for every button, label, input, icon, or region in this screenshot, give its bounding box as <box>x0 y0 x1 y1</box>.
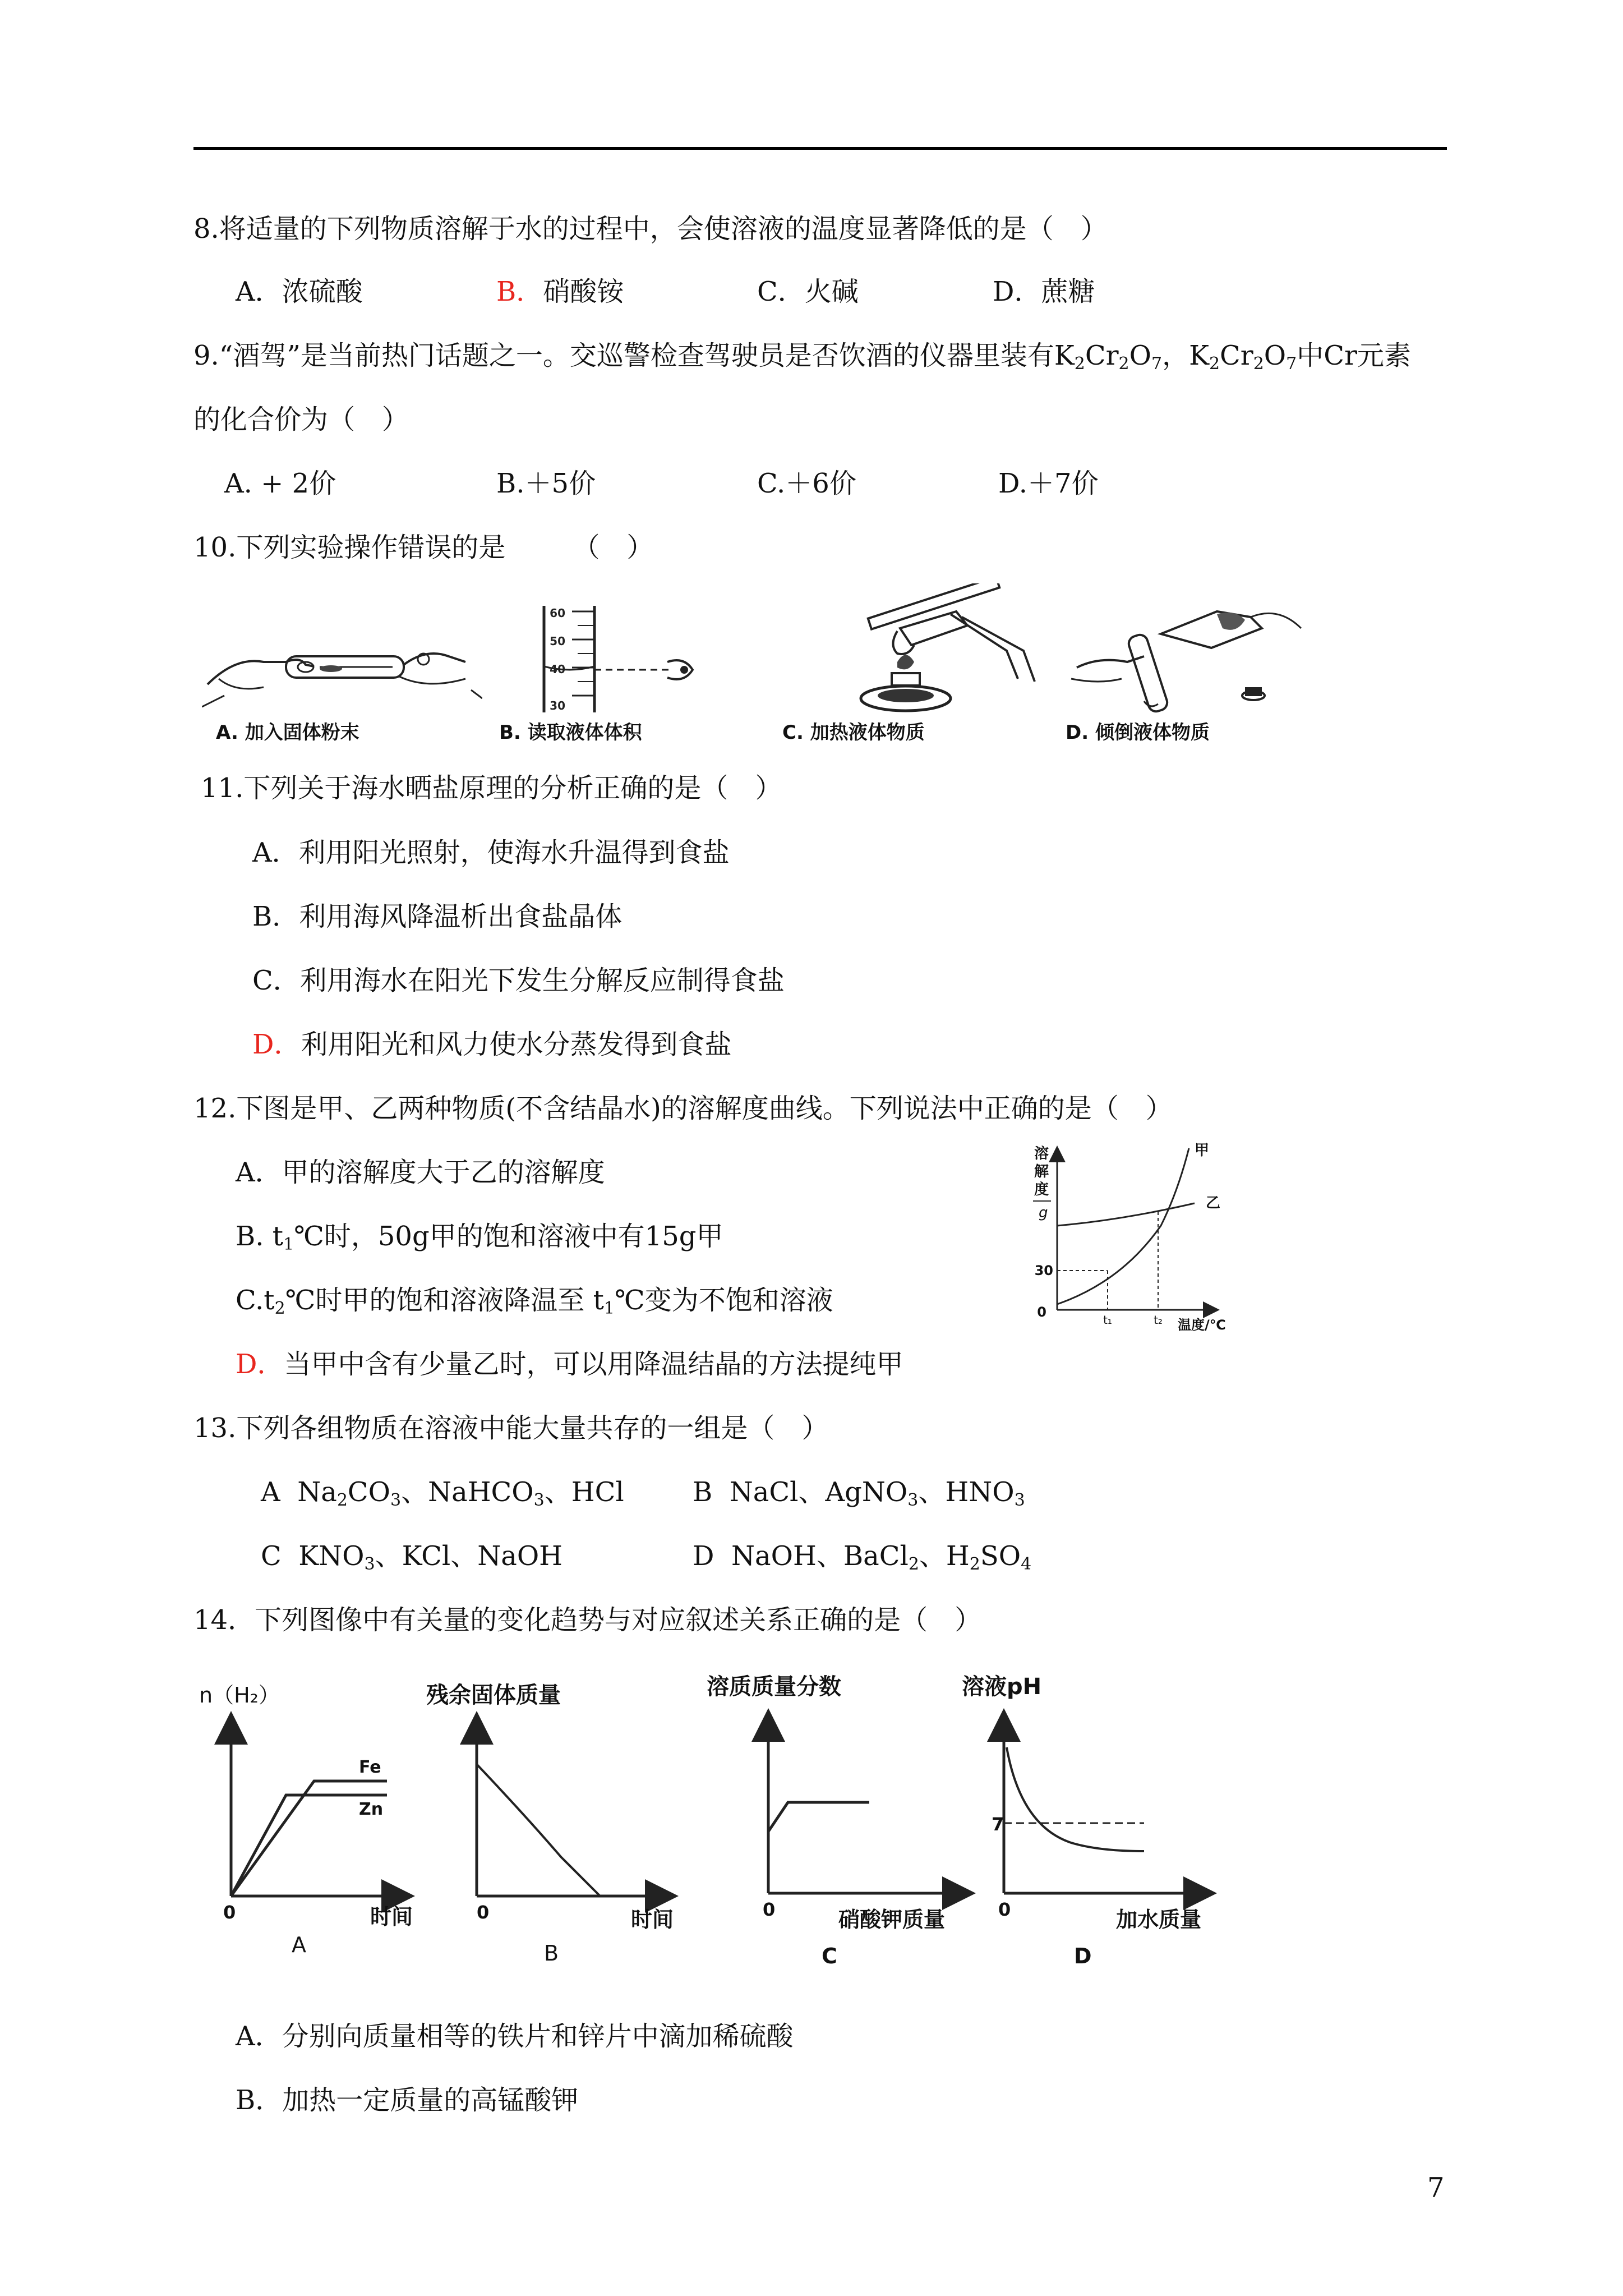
x-mark: t₁ <box>1103 1313 1112 1327</box>
q13-stem: 13.下列各组物质在溶液中能大量共存的一组是（ ） <box>193 1412 829 1444</box>
q11-stem: 11.下列关于海水晒盐原理的分析正确的是（ ） <box>201 772 782 804</box>
q8-option-c <box>757 275 859 309</box>
y-label-char: 溶 <box>1034 1145 1049 1162</box>
q11-option-d: D．利用阳光和风力使水分蒸发得到食盐 <box>252 1029 732 1060</box>
series-label-zn: Zn <box>359 1800 384 1819</box>
series-label-yi: 乙 <box>1206 1195 1221 1212</box>
cylinder-tick: 30 <box>550 699 565 712</box>
option-text: 浓硫酸 <box>282 276 363 307</box>
q9-stem-text: 9.“酒驾”是当前热门话题之一。交巡警检查驾驶员是否饮酒的仪器里装有 <box>193 340 1054 371</box>
q9-stem-line2: 的化合价为（ ） <box>193 404 409 435</box>
q11-option-c: C．利用海水在阳光下发生分解反应制得食盐 <box>252 965 785 996</box>
page-number: 7 <box>1427 2172 1445 2203</box>
graph-letter: A <box>292 1932 306 1957</box>
figure-caption: D. 倾倒液体物质 <box>1066 721 1210 744</box>
heating-test-tube-icon <box>782 583 1052 718</box>
q8-stem: 8.将适量的下列物质溶解于水的过程中，会使溶液的温度显著降低的是（ ） <box>193 213 1108 245</box>
x-label: 时间 <box>370 1904 413 1929</box>
pouring-liquid-icon <box>1066 595 1346 718</box>
y-label: 溶液pH <box>962 1674 1042 1700</box>
series-solid-curve <box>477 1764 600 1896</box>
q13-option-a: A $Na_2CO_3$、NaHCO$_3$、HCl <box>261 1476 624 1510</box>
option-letter: C． <box>757 276 805 307</box>
origin-label: 0 <box>477 1902 490 1923</box>
q12-option-b: B. $t_1℃$时，50g甲的饱和溶液中有15g甲 <box>236 1221 723 1254</box>
q10-figure-a <box>202 595 482 746</box>
q13-option-b: B NaCl、AgNO$_3$、$HNO_3$ <box>693 1476 1025 1510</box>
q11-option-b: B．利用海风降温析出食盐晶体 <box>252 901 623 932</box>
option-text: 硝酸铵 <box>543 276 624 307</box>
x-label: 时间 <box>631 1907 674 1932</box>
answer-letter: B． <box>496 276 543 307</box>
q12-solubility-graph <box>1026 1142 1262 1343</box>
q14-option-b: B．加热一定质量的高锰酸钾 <box>236 2085 579 2116</box>
option-text: 火碱 <box>804 276 859 307</box>
formula-k2cr2o7: $K_2Cr_2O_7$ <box>1054 340 1163 374</box>
cylinder-tick: 50 <box>550 634 565 648</box>
origin-label: 0 <box>763 1899 776 1920</box>
powder-spatula-icon <box>202 595 482 718</box>
graph-letter: D <box>1074 1944 1092 1968</box>
header-rule <box>193 147 1447 150</box>
q9-option-c: C.＋6价 <box>757 468 856 499</box>
origin-label: 0 <box>998 1899 1011 1920</box>
option-letter: A． <box>236 276 282 307</box>
graph-letter: C <box>822 1944 837 1968</box>
q12-option-a: A．甲的溶解度大于乙的溶解度 <box>236 1157 605 1188</box>
figure-caption: A. 加入固体粉末 <box>216 721 359 744</box>
x-label: 硝酸钾质量 <box>838 1907 946 1932</box>
q14-graph-c <box>695 1663 976 1972</box>
q9-option-a: A. + 2价 <box>224 468 336 499</box>
series-label-jia: 甲 <box>1195 1142 1210 1159</box>
q13-option-c: C $KNO_3$、KCl、NaOH <box>261 1540 563 1574</box>
cylinder-tick: 40 <box>550 662 565 676</box>
y-label: n（H₂） <box>199 1683 280 1708</box>
x-label: 温度/℃ <box>1178 1317 1226 1333</box>
graph-letter: B <box>544 1941 559 1966</box>
y-mark: 7 <box>992 1814 1004 1835</box>
x-label: 加水质量 <box>1116 1907 1202 1932</box>
q14-graph-d <box>959 1663 1239 1972</box>
q8-option-d <box>993 275 1095 309</box>
series-fraction-line <box>768 1802 869 1832</box>
q9-option-b: B.＋5价 <box>496 468 596 499</box>
separator: ， <box>1162 340 1189 371</box>
answer-letter: D． <box>252 1029 301 1060</box>
q12-option-d: D．当甲中含有少量乙时，可以用降温结晶的方法提纯甲 <box>236 1349 903 1380</box>
figure-caption: B. 读取液体体积 <box>499 721 642 744</box>
answer-letter: D． <box>236 1349 284 1380</box>
answer-paren: （ ） <box>573 532 654 563</box>
figure-caption: C. 加热液体物质 <box>782 721 925 744</box>
q8-option-b <box>496 275 624 309</box>
series-jia-curve <box>1057 1148 1189 1304</box>
y-label: 残余固体质量 <box>426 1682 561 1708</box>
q10-stem-text: 10.下列实验操作错误的是 <box>193 532 506 563</box>
y-label: 溶质质量分数 <box>707 1674 841 1700</box>
q12-option-c: $C.t_2℃$时甲的饱和溶液降温至 $t_1℃$变为不饱和溶液 <box>236 1285 833 1318</box>
graduated-cylinder-icon <box>499 595 768 718</box>
q10-figure-b <box>499 595 768 746</box>
y-label-char: 解 <box>1034 1163 1049 1180</box>
q14-stem: 14．下列图像中有关量的变化趋势与对应叙述关系正确的是（ ） <box>193 1604 982 1636</box>
q9-stem-text: 中Cr元素 <box>1297 340 1411 371</box>
option-letter: D． <box>993 276 1041 307</box>
q13-option-d: D NaOH、BaCl$_2$、$H_2SO_4$ <box>693 1540 1032 1574</box>
q10-figure-d <box>1066 595 1346 746</box>
option-text: 蔗糖 <box>1041 276 1095 307</box>
y-label-char: 度 <box>1034 1181 1049 1198</box>
q12-stem: 12.下图是甲、乙两种物质(不含结晶水)的溶解度曲线。下列说法中正确的是（ ） <box>193 1093 1173 1124</box>
y-mark: 30 <box>1034 1263 1053 1278</box>
origin-label: 0 <box>223 1902 236 1923</box>
q11-option-a: A．利用阳光照射，使海水升温得到食盐 <box>252 837 730 868</box>
q10-figure-c <box>782 583 1052 746</box>
cylinder-tick: 60 <box>550 606 565 620</box>
x-mark: t₂ <box>1154 1313 1163 1327</box>
series-yi-curve <box>1057 1203 1195 1226</box>
origin-label: 0 <box>1037 1304 1046 1320</box>
q14-option-a: A．分别向质量相等的铁片和锌片中滴加稀硫酸 <box>236 2021 794 2052</box>
q14-graph-a <box>196 1672 421 1969</box>
y-unit: g <box>1039 1204 1048 1221</box>
q9-option-d: D.＋7价 <box>998 468 1099 499</box>
q14-graph-b <box>415 1672 679 1969</box>
q10-stem <box>193 531 653 564</box>
series-label-fe: Fe <box>359 1757 381 1777</box>
formula-k2cr2o7: $K_2Cr_2O_7$ <box>1189 340 1297 374</box>
q9-stem <box>193 339 1411 372</box>
series-fe-line <box>231 1781 387 1896</box>
q8-option-a <box>236 275 363 309</box>
series-ph-curve <box>1007 1747 1144 1851</box>
